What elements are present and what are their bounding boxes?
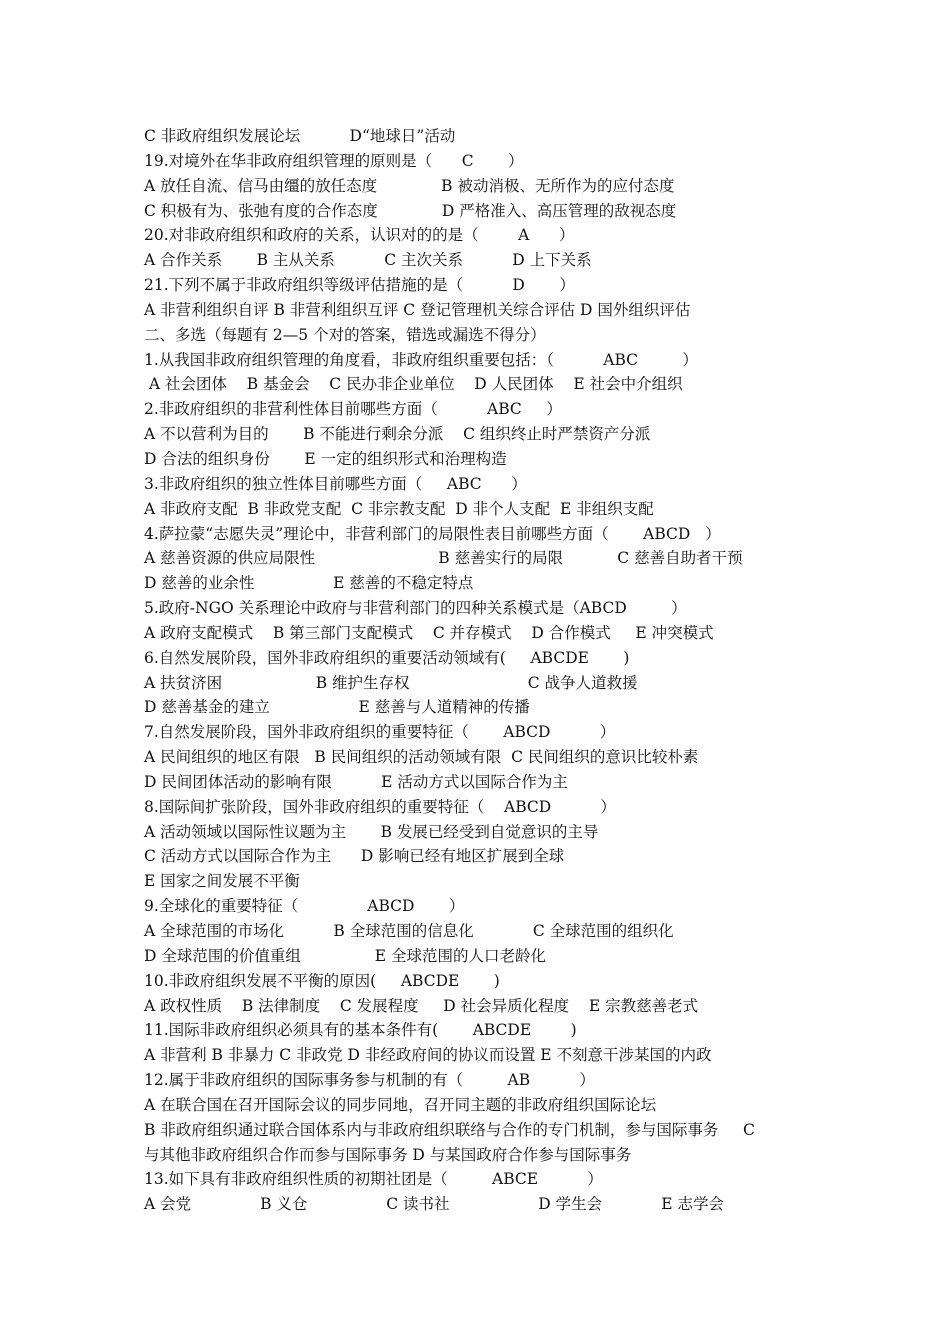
option-line: D 慈善基金的建立 E 慈善与人道精神的传播 [144,698,530,717]
text-line: C 非政府组织发展论坛 D“地球日”活动 [144,127,456,145]
option-line: A 政权性质 B 法律制度 C 发展程度 D 社会异质化程度 E 宗教慈善老式 [144,996,699,1015]
option-line: B 非政府组织通过联合国体系内与非政府组织联络与合作的专门机制，参与国际事务 C [144,1120,755,1139]
option-line: A 社会团体 B 基金会 C 民办非企业单位 D 人民团体 E 社会中介组织 [144,375,683,394]
option-line: A 活动领域以国际性议题为主 B 发展已经受到自觉意识的主导 [144,822,599,841]
option-line: A 在联合国在召开国际会议的同步同地，召开同主题的非政府组织国际论坛 [144,1095,657,1114]
option-line: A 非政府支配 B 非政党支配 C 非宗教支配 D 非个人支配 E 非组织支配 [144,499,654,518]
option-line: A 政府支配模式 B 第三部门支配模式 C 并存模式 D 合作模式 E 冲突模式 [144,623,714,642]
question-line: 6.自然发展阶段，国外非政府组织的重要活动领域有( ABCDE ) [144,648,630,667]
option-line: D 合法的组织身份 E 一定的组织形式和治理构造 [144,449,507,468]
question-line: 8.国际间扩张阶段，国外非政府组织的重要特征（ ABCD ） [144,797,616,816]
document-page [144,124,824,1217]
question-line: 11.国际非政府组织必须具有的基本条件有( ABCDE ) [144,1021,577,1040]
option-line: D 民间团体活动的影响有限 E 活动方式以国际合作为主 [144,772,568,791]
question-line: 20.对非政府组织和政府的关系，认识对的的是（ A ） [144,226,575,245]
question-line: 4.萨拉蒙“志愿失灵”理论中，非营利部门的局限性表目前哪些方面（ ABCD ） [144,524,721,543]
option-line: A 扶贫济困 B 维护生存权 C 战争人道救援 [144,673,638,692]
question-line: 9.全球化的重要特征（ ABCD ） [144,897,465,916]
option-line: D 慈善的业余性 E 慈善的不稳定特点 [144,574,474,593]
option-line: 与其他非政府组织合作而参与国际事务 D 与某国政府合作参与国际事务 [144,1145,632,1164]
option-line: A 合作关系 B 主从关系 C 主次关系 D 上下关系 [144,251,592,270]
question-line: 19.对境外在华非政府组织管理的原则是（ C ） [144,151,524,170]
option-line: A 不以营利为目的 B 不能进行剩余分派 C 组织终止时严禁资产分派 [144,425,651,444]
question-line: 2.非政府组织的非营利性体目前哪些方面（ ABC ） [144,400,562,419]
question-line: 3.非政府组织的独立性体目前哪些方面（ ABC ） [144,474,527,493]
question-line: 13.如下具有非政府组织性质的初期社团是（ ABCE ） [144,1170,603,1189]
option-line: A 非营利 B 非暴力 C 非政党 D 非经政府间的协议而设置 E 不刻意干涉某国的内政 [144,1046,712,1065]
option-line: A 会党 B 义仓 C 读书社 D 学生会 E 志学会 [144,1195,724,1214]
question-line: 21.下列不属于非政府组织等级评估措施的是（ D ） [144,276,575,295]
question-line: 5.政府-NGO 关系理论中政府与非营利部门的四种关系模式是（ABCD ） [144,599,687,618]
option-line: A 慈善资源的供应局限性 B 慈善实行的局限 C 慈善自助者干预 [144,549,743,568]
question-line: 7.自然发展阶段，国外非政府组织的重要特征（ ABCD ） [144,723,616,742]
option-line: A 全球范围的市场化 B 全球范围的信息化 C 全球范围的组织化 [144,922,674,940]
option-line: D 全球范围的价值重组 E 全球范围的人口老龄化 [144,946,547,965]
option-line: A 民间组织的地区有限 B 民间组织的活动领域有限 C 民间组织的意识比较朴素 [144,748,699,767]
option-line: A 非营利组织自评 B 非营利组织互评 C 登记管理机关综合评估 D 国外组织评估 [144,300,691,319]
option-line: A 放任自流、信马由缰的放任态度 B 被动消极、无所作为的应付态度 [144,176,675,195]
option-line: E 国家之间发展不平衡 [144,872,300,891]
question-line: 12.属于非政府组织的国际事务参与机制的有（ AB ） [144,1071,595,1090]
question-line: 10.非政府组织发展不平衡的原因( ABCDE ) [144,971,500,990]
section-heading: 二、多选（每题有 2—5 个对的答案，错选或漏选不得分） [144,325,546,344]
option-line: C 积极有为、张弛有度的合作态度 D 严格准入、高压管理的敌视态度 [144,201,677,220]
question-line: 1.从我国非政府组织管理的角度看，非政府组织重要包括：（ ABC ） [144,350,698,369]
option-line: C 活动方式以国际合作为主 D 影响已经有地区扩展到全球 [144,847,565,866]
